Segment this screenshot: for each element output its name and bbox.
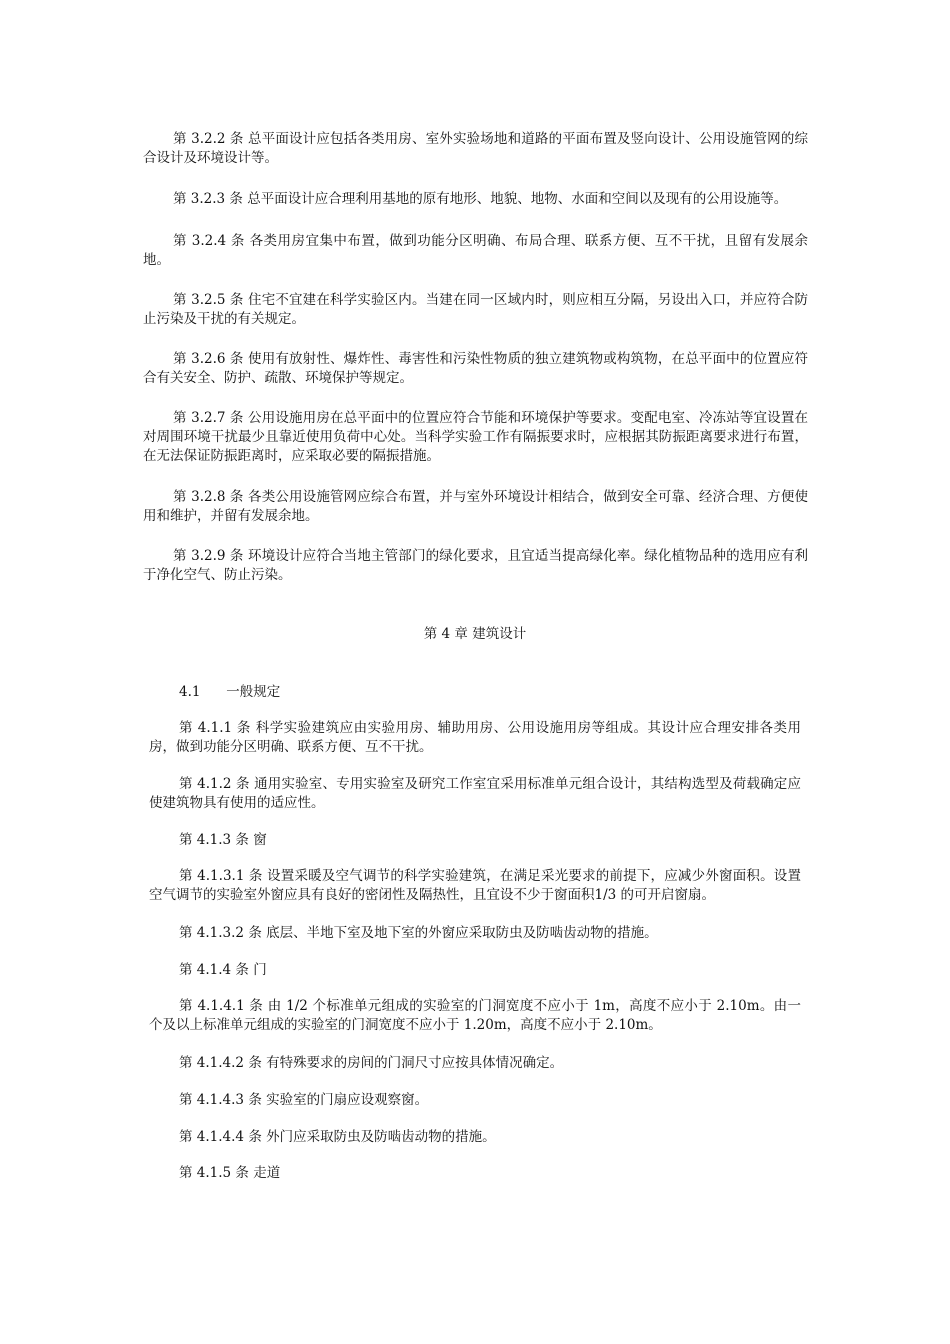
clause-4-1-1: 第 4.1.1 条 科学实验建筑应由实验用房、辅助用房、公用设施用房等组成。其设计应合理安排各类用房，做到功能分区明确、联系方便、互不干扰。: [149, 720, 801, 755]
clause-3-2-3: 第 3.2.3 条 总平面设计应合理利用基地的原有地形、地貌、地物、水面和空间以及现有的公用设施等。: [173, 191, 788, 207]
clause-4-1-4: 第 4.1.4 条 门: [179, 962, 267, 978]
clause-3-2-2: 第 3.2.2 条 总平面设计应包括各类用房、室外实验场地和道路的平面布置及竖向设计、公用设施管网的综合设计及环境设计等。: [143, 131, 808, 166]
clause-4-1-4-2: 第 4.1.4.2 条 有特殊要求的房间的门洞尺寸应按具体情况确定。: [179, 1055, 564, 1071]
clause-4-1-3: 第 4.1.3 条 窗: [179, 832, 267, 848]
clause-4-1-2: 第 4.1.2 条 通用实验室、专用实验室及研究工作室宜采用标准单元组合设计，其结构选型及荷载确定应使建筑物具有使用的适应性。: [149, 776, 801, 811]
clause-4-1-4-3: 第 4.1.4.3 条 实验室的门扇应设观察窗。: [179, 1092, 429, 1108]
clause-3-2-4: 第 3.2.4 条 各类用房宜集中布置，做到功能分区明确、布局合理、联系方便、互不干扰，且留有发展余地。: [143, 233, 808, 268]
clause-3-2-9: 第 3.2.9 条 环境设计应符合当地主管部门的绿化要求，且宜适当提高绿化率。绿化植物品种的选用应有利于净化空气、防止污染。: [143, 548, 808, 583]
clause-3-2-6: 第 3.2.6 条 使用有放射性、爆炸性、毒害性和污染性物质的独立建筑物或构筑物，在总平面中的位置应符合有关安全、防护、疏散、环境保护等规定。: [143, 351, 808, 386]
clause-3-2-8: 第 3.2.8 条 各类公用设施管网应综合布置，并与室外环境设计相结合，做到安全可靠、经济合理、方便使用和维护，并留有发展余地。: [143, 489, 808, 524]
clause-3-2-7: 第 3.2.7 条 公用设施用房在总平面中的位置应符合节能和环境保护等要求。变配电室、冷冻站等宜设置在对周围环境干扰最少且靠近使用负荷中心处。当科学实验工作有隔振要求时，应根据其防振距离要求进行布置，在无法保证防振距离时，应采取必要的隔振措施。: [143, 410, 808, 464]
section-title: 4.1 一般规定: [179, 684, 281, 700]
clause-4-1-4-4: 第 4.1.4.4 条 外门应采取防虫及防啮齿动物的措施。: [179, 1129, 496, 1145]
clause-4-1-3-1: 第 4.1.3.1 条 设置采暖及空气调节的科学实验建筑，在满足采光要求的前提下，应减少外窗面积。设置空气调节的实验室外窗应具有良好的密闭性及隔热性，且宜设不少于窗面积1/3 的可开启窗扇。: [149, 868, 801, 903]
clause-3-2-5: 第 3.2.5 条 住宅不宜建在科学实验区内。当建在同一区域内时，则应相互分隔，另设出入口，并应符合防止污染及干扰的有关规定。: [143, 292, 808, 327]
chapter-title: 第 4 章 建筑设计: [423, 626, 527, 642]
clause-4-1-5: 第 4.1.5 条 走道: [179, 1165, 281, 1181]
clause-4-1-4-1: 第 4.1.4.1 条 由 1/2 个标准单元组成的实验室的门洞宽度不应小于 1m，高度不应小于 2.10m。由一个及以上标准单元组成的实验室的门洞宽度不应小于 1.20m，高度不应小于 2.10m。: [149, 998, 801, 1033]
clause-4-1-3-2: 第 4.1.3.2 条 底层、半地下室及地下室的外窗应采取防虫及防啮齿动物的措施。: [179, 925, 658, 941]
